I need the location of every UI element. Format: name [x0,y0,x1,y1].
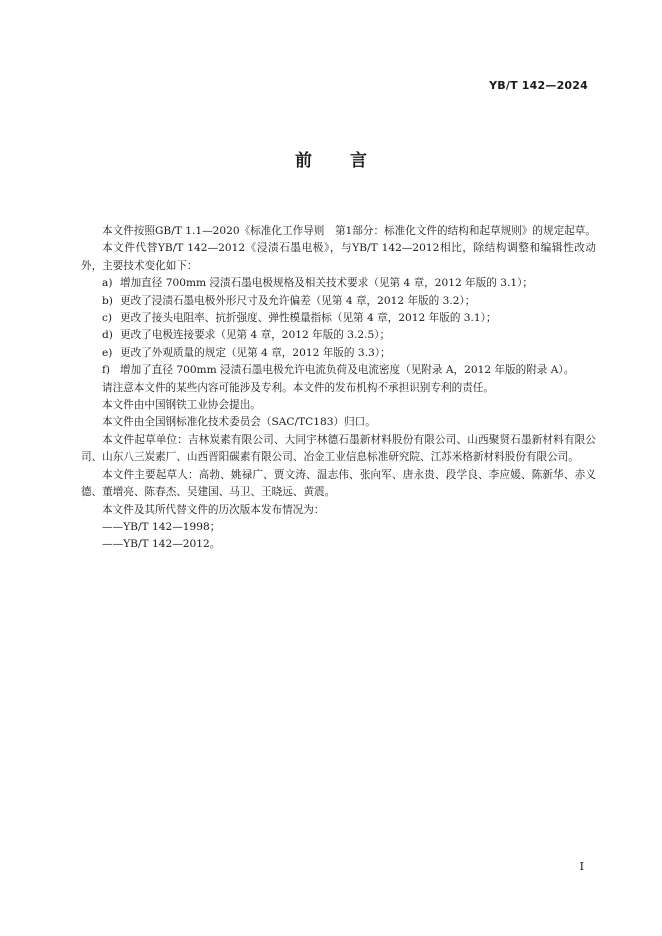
change-item [81,362,596,379]
committee-statement: 本文件由全国钢标准化技术委员会（SAC/TC183）归口。 [102,416,376,429]
page-title: 前言 [295,151,405,171]
change-item-label: f) [102,364,111,377]
change-item-text: 更改了外观质量的规定（见第 4 章，2012 年版的 3.3）； [120,346,391,359]
change-item [81,275,596,292]
drafting-rule-paragraph: 本文件按照GB/T 1.1—2020《标准化工作导则 第1部分：标准化文件的结构和起草规则》的规定起草。 [102,225,596,237]
change-item [81,310,596,327]
change-item-label: c) [102,312,113,325]
replacement-paragraph: 本文件代替YB/T 142—2012《浸渍石墨电极》，与YB/T 142—2012相比，除结构调整和编辑性改动外，主要技术变化如下： [81,242,596,272]
change-item-label: a) [102,277,113,290]
drafting-units: 本文件起草单位：吉林炭素有限公司、大同宇林德石墨新材料股份有限公司、山西聚贤石墨新材料有限公司、山东八三炭素厂、山西晋阳碳素有限公司、冶金工业信息标准研究院、江苏米格新材料股份有限公司。 [81,433,596,464]
change-item-label: b) [102,294,113,307]
patent-notice: 请注意本文件的某些内容可能涉及专利。本文件的发布机构不承担识别专利的责任。 [102,381,494,394]
drafters: 本文件主要起草人：高勃、姚禄广、贾文涛、温志伟、张向军、唐永贵、段学良、李应媛、陈新华、赤义德、董增亮、陈春杰、吴建国、马卫、王晓远、黄震。 [81,468,596,499]
change-item [81,345,596,362]
change-item [81,293,596,310]
history-entry: ——YB/T 142—2012。 [102,538,221,551]
change-item-label: e) [102,346,113,359]
history-entry: ——YB/T 142—1998； [102,520,221,533]
proposer-statement: 本文件由中国钢铁工业协会提出。 [102,399,261,412]
change-item-text: 更改了浸渍石墨电极外形尺寸及允许偏差（见第 4 章，2012 年版的 3.2）； [120,294,476,307]
history-intro: 本文件及其所代替文件的历次版本发布情况为： [102,503,325,516]
change-item-text: 增加了直径 700mm 浸渍石墨电极允许电流负荷及电流密度（见附录 A，2012 年版的附录 A）。 [120,364,575,377]
change-item [81,327,596,344]
change-item-label: d) [102,329,113,342]
standard-code: YB/T 142—2024 [489,79,588,92]
foreword-body [81,223,596,554]
change-item-text: 更改了接头电阻率、抗折强度、弹性模量指标（见第 4 章，2012 年版的 3.1）； [120,312,497,325]
page-number: I [579,860,584,873]
change-item-text: 增加直径 700mm 浸渍石墨电极规格及相关技术要求（见第 4 章，2012 年版的 3.1）； [120,277,533,290]
change-item-text: 更改了电极连接要求（见第 4 章，2012 年版的 3.2.5）； [120,329,391,342]
